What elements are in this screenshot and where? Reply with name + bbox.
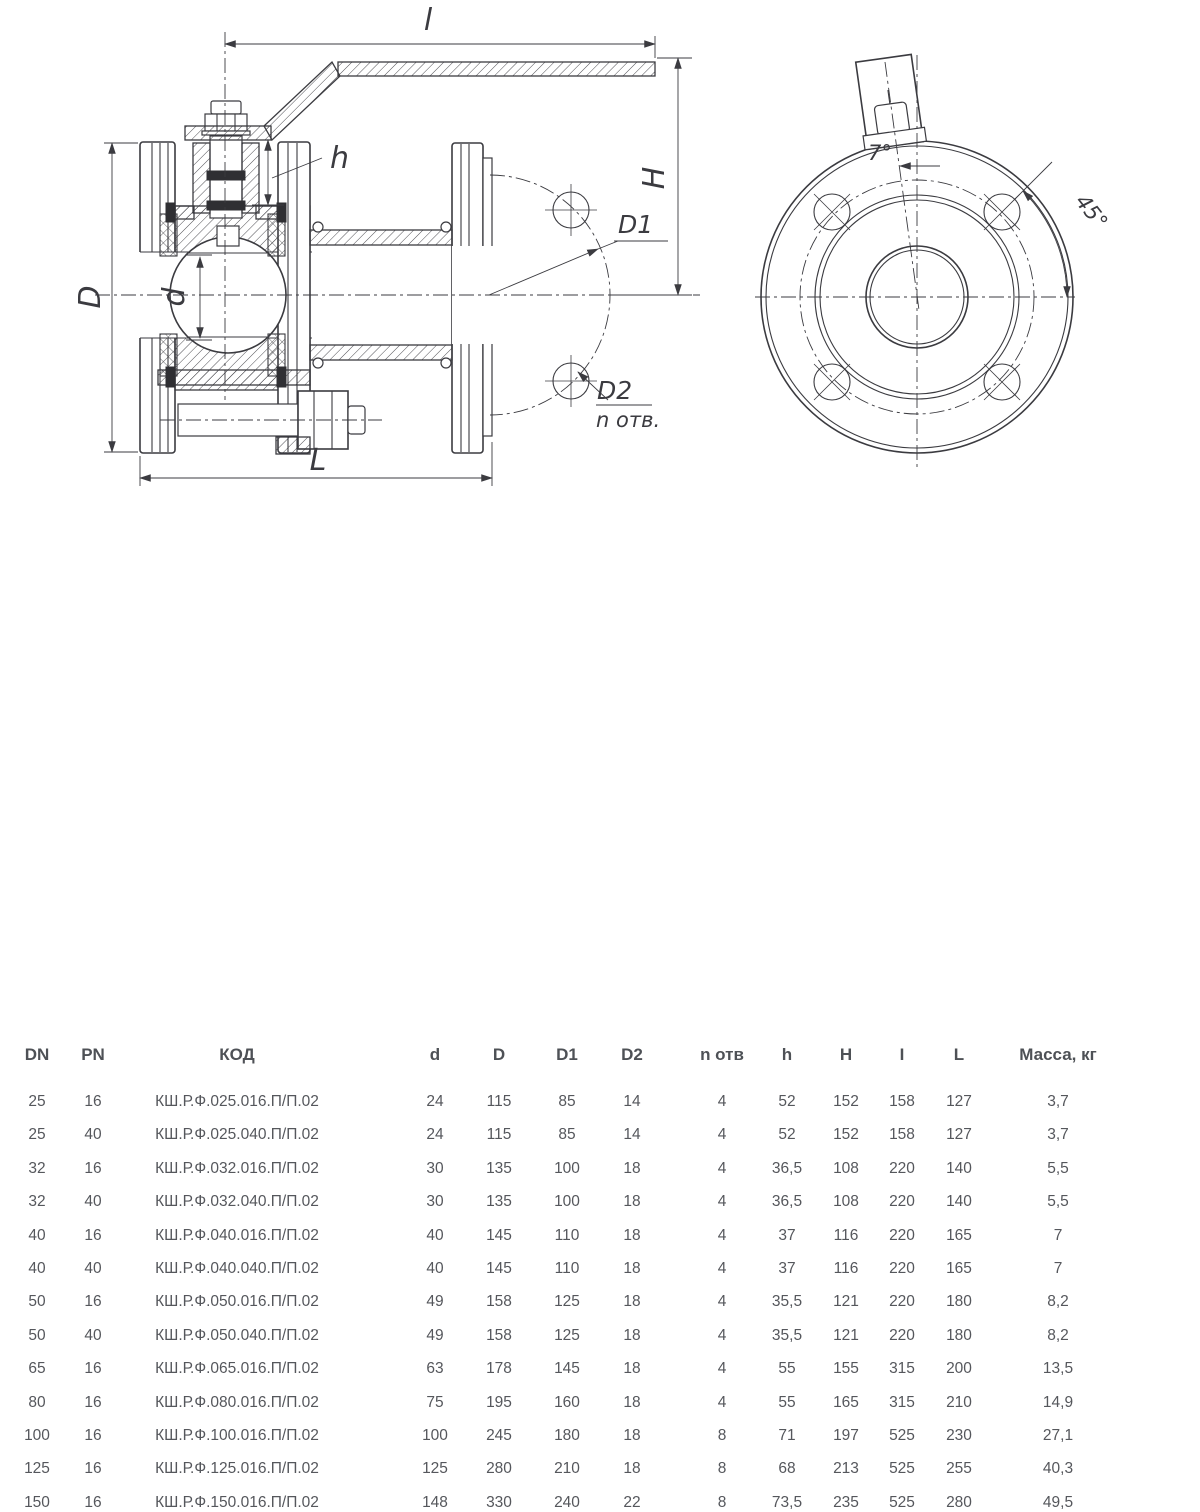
table-cell: 165 (946, 1260, 972, 1277)
table-cell: 25 (28, 1126, 46, 1144)
table-cell: 280 (946, 1493, 972, 1511)
table-cell: 210 (554, 1460, 580, 1478)
table-cell: 158 (889, 1126, 915, 1144)
table-cell: 195 (486, 1393, 512, 1411)
table-cell: 152 (833, 1093, 859, 1110)
table-cell: 100 (24, 1427, 50, 1444)
code-cell: КШ.Р.Ф.050.016.П/П.02 (155, 1293, 319, 1311)
table-cell: 65 (28, 1360, 46, 1378)
table-cell: 40 (28, 1226, 46, 1244)
table-cell: 35,5 (771, 1293, 803, 1311)
table-cell: 150 (24, 1493, 50, 1511)
table-cell: 4 (717, 1126, 727, 1144)
table-cell: 37 (778, 1260, 796, 1277)
table-cell: 135 (486, 1159, 512, 1177)
code-cell: КШ.Р.Ф.065.016.П/П.02 (155, 1360, 319, 1378)
table-cell: 5,5 (1047, 1193, 1069, 1211)
table-cell: 127 (946, 1093, 972, 1110)
column-header: h (781, 1045, 793, 1064)
table-cell: 140 (946, 1193, 972, 1211)
table-cell: 35,5 (771, 1326, 803, 1344)
code-cell: КШ.Р.Ф.050.040.П/П.02 (155, 1326, 319, 1344)
table-cell: 52 (778, 1093, 796, 1110)
dim-label-l: l (423, 3, 433, 38)
table-cell: 3,7 (1047, 1126, 1069, 1144)
table-cell: 16 (84, 1093, 102, 1110)
table-cell: 145 (486, 1226, 512, 1244)
table-cell: 4 (717, 1393, 727, 1411)
column-header: DN (24, 1045, 50, 1064)
table-cell: 220 (889, 1260, 915, 1277)
table-cell: 135 (486, 1193, 512, 1211)
table-cell: 18 (623, 1427, 641, 1444)
table-cell: 50 (28, 1326, 46, 1344)
table-cell: 115 (486, 1093, 512, 1110)
table-cell: 24 (426, 1093, 444, 1110)
table-cell: 4 (717, 1226, 727, 1244)
code-cell: КШ.Р.Ф.100.016.П/П.02 (155, 1427, 319, 1444)
table-cell: 145 (554, 1360, 580, 1378)
table-cell: 165 (833, 1393, 859, 1411)
table-cell: 525 (889, 1460, 915, 1478)
table-cell: 158 (486, 1326, 512, 1344)
drain-bolt (160, 391, 382, 454)
table-cell: 18 (623, 1326, 641, 1344)
table-cell: 16 (84, 1427, 102, 1444)
table-cell: 32 (28, 1159, 46, 1177)
table-cell: 5,5 (1047, 1159, 1069, 1177)
table-cell: 68 (778, 1460, 796, 1478)
spec-table (0, 512, 1200, 1511)
table-cell: 40 (28, 1260, 46, 1277)
table-cell: 16 (84, 1293, 102, 1311)
dim-label-D1: D1 (618, 210, 654, 239)
table-cell: 180 (946, 1326, 972, 1344)
table-cell: 280 (486, 1460, 512, 1478)
table-cell: 220 (889, 1193, 915, 1211)
table-cell: 110 (554, 1260, 580, 1277)
table-cell: 4 (717, 1093, 727, 1110)
ball-stem-slot (217, 226, 239, 246)
table-cell: 125 (554, 1293, 580, 1311)
table-cell: 4 (717, 1193, 727, 1211)
table-cell: 16 (84, 1460, 102, 1478)
table-cell: 71 (778, 1427, 796, 1444)
table-cell: 16 (84, 1159, 102, 1177)
table-cell: 32 (28, 1193, 46, 1211)
table-cell: 7 (1053, 1260, 1063, 1277)
table-cell: 40 (84, 1260, 102, 1277)
table-cell: 40 (84, 1326, 102, 1344)
column-header: d (429, 1045, 441, 1064)
front-view (755, 54, 1112, 470)
table-cell: 525 (889, 1493, 915, 1511)
table-cell: 18 (623, 1460, 641, 1478)
table-cell: 80 (28, 1393, 46, 1411)
code-cell: КШ.Р.Ф.080.016.П/П.02 (155, 1393, 319, 1411)
dim-label-D: D (73, 285, 108, 309)
table-cell: 210 (946, 1393, 972, 1411)
table-cell: 180 (554, 1427, 580, 1444)
column-header: D (492, 1045, 506, 1064)
table-cell: 4 (717, 1360, 727, 1378)
table-cell: 100 (554, 1193, 580, 1211)
table-cell: 158 (486, 1293, 512, 1311)
dim-label-L: L (309, 443, 327, 478)
table-cell: 18 (623, 1293, 641, 1311)
table-cell: 18 (623, 1260, 641, 1277)
table-cell: 22 (623, 1493, 641, 1511)
table-cell: 152 (833, 1126, 859, 1144)
dim-label-D2: D2 (597, 376, 633, 405)
dim-label-angle7: 7° (868, 141, 892, 165)
table-cell: 49,5 (1042, 1493, 1074, 1511)
table-cell: 14,9 (1042, 1393, 1074, 1411)
table-cell: 180 (946, 1293, 972, 1311)
table-cell: 100 (422, 1427, 448, 1444)
dim-label-h: h (330, 141, 350, 176)
column-header: H (839, 1045, 853, 1064)
table-cell: 255 (946, 1460, 972, 1478)
table-cell: 121 (833, 1293, 859, 1311)
column-header: КОД (219, 1045, 255, 1064)
table-cell: 7 (1053, 1226, 1063, 1244)
handle-front (853, 54, 927, 150)
table-cell: 49 (426, 1326, 444, 1344)
table-cell: 315 (889, 1393, 915, 1411)
table-cell: 220 (889, 1159, 915, 1177)
table-cell: 36,5 (771, 1193, 803, 1211)
table-cell: 63 (426, 1360, 444, 1378)
table-cell: 315 (889, 1360, 915, 1378)
table-cell: 85 (558, 1126, 576, 1144)
column-header: Масса, кг (1019, 1045, 1097, 1064)
table-cell: 155 (833, 1360, 859, 1378)
table-cell: 18 (623, 1159, 641, 1177)
table-cell: 200 (946, 1360, 972, 1378)
table-cell: 220 (889, 1293, 915, 1311)
dim-label-H: H (637, 166, 672, 190)
column-header: PN (81, 1045, 105, 1064)
code-cell: КШ.Р.Ф.150.016.П/П.02 (155, 1493, 319, 1511)
table-cell: 4 (717, 1293, 727, 1311)
table-cell: 55 (778, 1360, 796, 1378)
table-cell: 197 (833, 1427, 859, 1444)
code-cell: КШ.Р.Ф.025.040.П/П.02 (155, 1126, 319, 1144)
table-cell: 125 (422, 1460, 448, 1478)
table-cell: 8 (717, 1493, 727, 1511)
table-cell: 4 (717, 1159, 727, 1177)
table-cell: 121 (833, 1326, 859, 1344)
table-cell: 213 (833, 1460, 859, 1478)
table-cell: 16 (84, 1360, 102, 1378)
code-cell: КШ.Р.Ф.032.016.П/П.02 (155, 1159, 319, 1177)
table-cell: 75 (426, 1393, 444, 1411)
column-header: D2 (621, 1045, 643, 1064)
table-cell: 116 (833, 1226, 859, 1244)
table-cell: 220 (889, 1226, 915, 1244)
dim-label-angle45: 45° (1070, 189, 1113, 234)
table-cell: 40 (84, 1126, 102, 1144)
table-cell: 165 (946, 1226, 972, 1244)
table-cell: 240 (554, 1493, 580, 1511)
table-cell: 37 (778, 1226, 796, 1244)
table-cell: 49 (426, 1293, 444, 1311)
table-cell: 18 (623, 1226, 641, 1244)
code-cell: КШ.Р.Ф.040.016.П/П.02 (155, 1226, 319, 1244)
column-header: L (953, 1045, 965, 1064)
code-cell: КШ.Р.Ф.025.016.П/П.02 (155, 1093, 319, 1110)
table-cell: 100 (554, 1159, 580, 1177)
table-cell: 85 (558, 1093, 576, 1110)
table-cell: 108 (833, 1159, 859, 1177)
table-cell: 50 (28, 1293, 46, 1311)
section-view (73, 3, 700, 486)
table-cell: 230 (946, 1427, 972, 1444)
table-cell: 40,3 (1042, 1460, 1074, 1478)
table-cell: 116 (833, 1260, 859, 1277)
table-cell: 52 (778, 1126, 796, 1144)
table-cell: 73,5 (771, 1493, 803, 1511)
table-cell: 158 (889, 1093, 915, 1110)
table-cell: 4 (717, 1260, 727, 1277)
column-header: n отв (700, 1045, 744, 1064)
table-cell: 16 (84, 1393, 102, 1411)
table-cell: 235 (833, 1493, 859, 1511)
table-cell: 40 (84, 1193, 102, 1211)
table-cell: 245 (486, 1427, 512, 1444)
table-cell: 18 (623, 1393, 641, 1411)
bolt-hole-projection (545, 184, 597, 407)
table-cell: 27,1 (1042, 1427, 1074, 1444)
table-cell: 8,2 (1047, 1326, 1069, 1344)
stem-assembly (193, 136, 259, 218)
table-cell: 125 (24, 1460, 50, 1478)
table-cell: 30 (426, 1193, 444, 1211)
table-cell: 13,5 (1042, 1360, 1074, 1378)
table-cell: 330 (486, 1493, 512, 1511)
table-cell: 178 (486, 1360, 512, 1378)
table-cell: 18 (623, 1193, 641, 1211)
table-cell: 145 (486, 1260, 512, 1277)
table-cell: 4 (717, 1326, 727, 1344)
table-cell: 24 (426, 1126, 444, 1144)
table-cell: 140 (946, 1159, 972, 1177)
table-cell: 220 (889, 1326, 915, 1344)
code-cell: КШ.Р.Ф.040.040.П/П.02 (155, 1260, 319, 1277)
table-cell: 40 (426, 1226, 444, 1244)
column-header: I (899, 1045, 905, 1064)
column-header: D1 (556, 1045, 578, 1064)
table-cell: 18 (623, 1360, 641, 1378)
code-cell: КШ.Р.Ф.032.040.П/П.02 (155, 1193, 319, 1211)
table-cell: 25 (28, 1093, 46, 1110)
table-cell: 8,2 (1047, 1293, 1069, 1311)
table-cell: 125 (554, 1326, 580, 1344)
table-cell: 525 (889, 1427, 915, 1444)
dim-label-n-holes: n отв. (596, 408, 661, 432)
table-cell: 40 (426, 1260, 444, 1277)
table-cell: 16 (84, 1493, 102, 1511)
table-cell: 8 (717, 1460, 727, 1478)
table-cell: 110 (554, 1226, 580, 1244)
table-cell: 36,5 (771, 1159, 803, 1177)
table-cell: 55 (778, 1393, 796, 1411)
code-cell: КШ.Р.Ф.125.016.П/П.02 (155, 1460, 319, 1478)
table-cell: 16 (84, 1226, 102, 1244)
table-cell: 14 (623, 1093, 641, 1110)
table-cell: 8 (717, 1427, 727, 1444)
table-cell: 30 (426, 1159, 444, 1177)
dim-label-d: d (157, 287, 192, 307)
table-cell: 127 (946, 1126, 972, 1144)
table-cell: 115 (486, 1126, 512, 1144)
table-cell: 108 (833, 1193, 859, 1211)
table-cell: 148 (422, 1493, 448, 1511)
handle (185, 62, 655, 140)
table-cell: 3,7 (1047, 1093, 1069, 1110)
table-cell: 160 (554, 1393, 580, 1411)
table-cell: 14 (623, 1126, 641, 1144)
technical-drawing (0, 0, 1200, 512)
